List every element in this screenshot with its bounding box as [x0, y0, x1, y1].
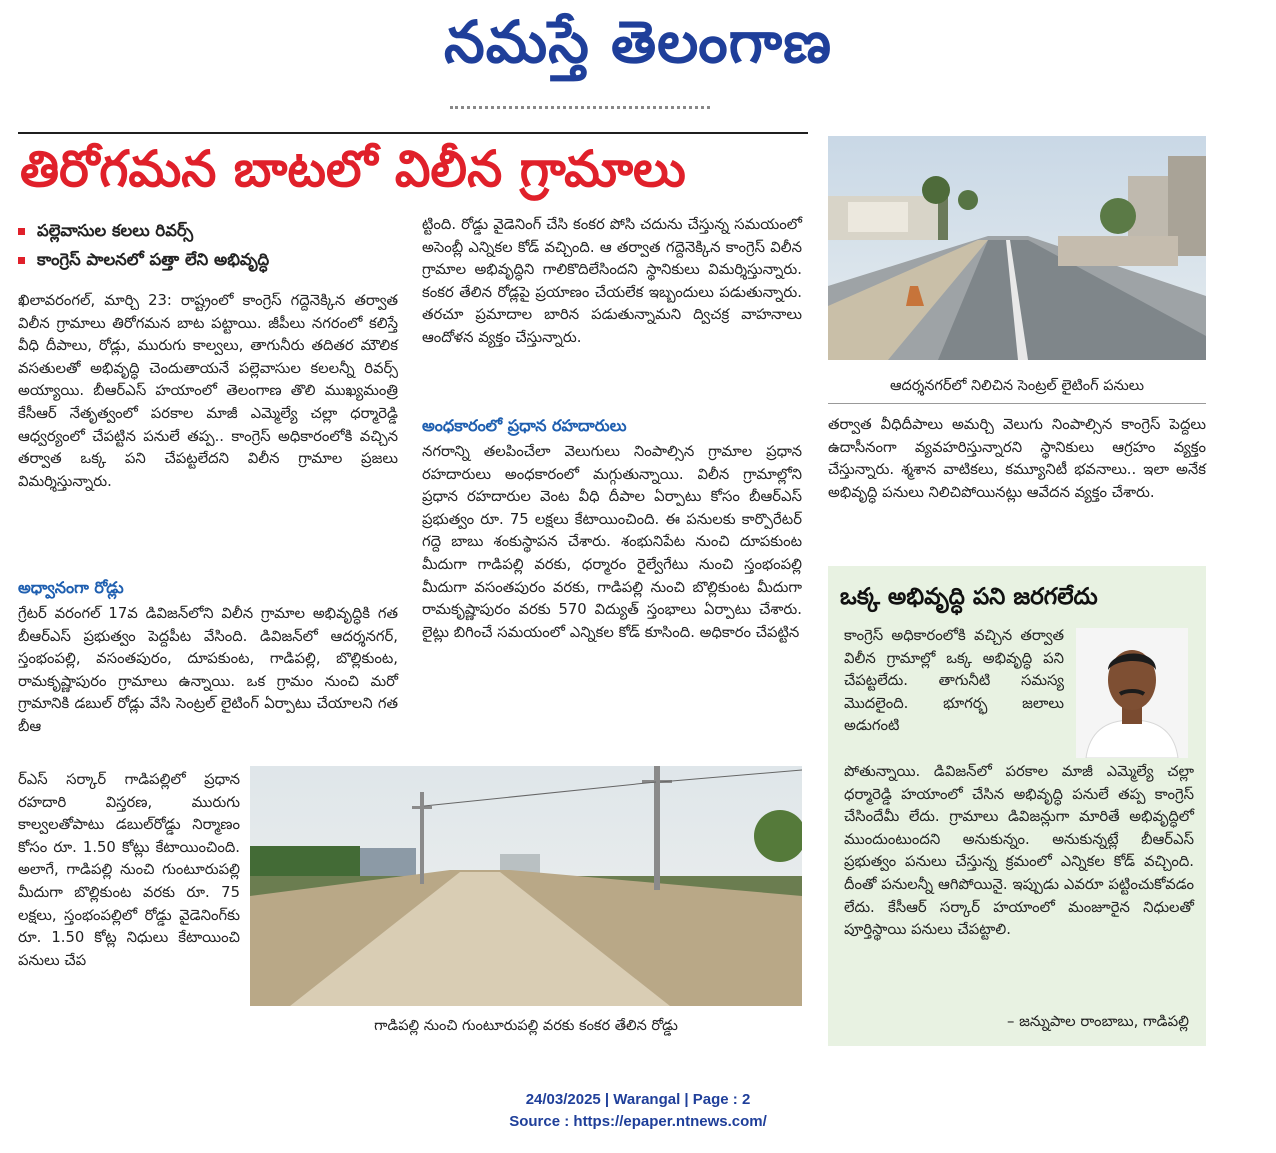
subheading-roads: అధ్వానంగా రోడ్లు: [18, 578, 124, 597]
headline: తిరోగమన బాటలో విలీన గ్రామాలు: [20, 140, 686, 198]
caption-top-photo: ఆదర్శనగర్‌లో నిలిచిన సెంట్రల్ లైటింగ్ పనులు: [889, 378, 1145, 394]
column-1-body: [18, 603, 398, 739]
subheading-darkness: అంధకారంలో ప్రధాన రహదారులు: [422, 416, 627, 435]
column-1-body-narrow: [18, 769, 240, 972]
masthead-logo: నమస్తే తెలంగాణ: [444, 8, 832, 76]
footer-date-edition: 24/03/2025 | Warangal | Page : 2: [525, 1091, 751, 1108]
column-1-intro: [18, 290, 398, 493]
road-photo-bottom: [250, 766, 802, 1006]
footer-source-link[interactable]: Source : https://epaper.ntnews.com/: [509, 1113, 767, 1130]
caption-divider: [828, 403, 1206, 404]
headline-top-rule: [18, 132, 808, 134]
article-paragraph: ట్టింది. రోడ్డు వైడెనింగ్ చేసి కంకర పోసి చదును చేస్తున్న సమయంలో అసెంబ్లీ ఎన్నికల కోడ్ వచ్చింది. ఆ తర్వాత గద్దెనెక్కిన కాంగ్రెస్ విలీన గ్రామాల అభివృద్ధిని గాలికొదిలేసిందని స్థానికులు విమర్శిస్తున్నారు. కంకర తేలిన రోడ్లపై ప్రయాణం చేయలేక ఇబ్బందులు పడుతున్నారు. తరచూ ప్రమాదాల బారిన పడుతున్నామని ద్విచక్ర వాహనాలు ఆందోళన వ్యక్తం చేస్తున్నారు.: [422, 216, 802, 346]
bullet-list: [18, 216, 410, 274]
road-photo-top: [828, 136, 1206, 360]
portrait-photo: [1076, 628, 1188, 758]
quote-paragraph: పోతున్నాయి. డివిజన్‌లో పరకాల మాజీ ఎమ్మెల్యే చల్లా ధర్మారెడ్డి హయాంలో చేసిన అభివృద్ధి పనులే తప్ప కాంగ్రెస్ చేసిందేమీ లేదు. గ్రామాలు డివిజన్లుగా మారితే అభివృద్ధిలో ముందుంటుందని అనుకున్నం. అనుకున్నట్లే బీఆర్ఎస్ ప్రభుత్వం పనులు చేస్తున్న క్రమంలో ఎన్నికల కోడ్ వచ్చింది. దీంతో పనులన్నీ ఆగిపోయినై. ఇప్పుడు ఎవరూ పట్టించుకోవడం లేదు. కేసీఆర్ సర్కార్ హయాంలో మంజూరైన నిధులతో పూర్తిస్థాయి పనులు చేపట్టాలి.: [844, 763, 1194, 939]
article-paragraph: నగరాన్ని తలపించేలా వెలుగులు నింపాల్సిన గ్రామాల ప్రధాన రహదారులు అంధకారంలో మగ్గుతున్నాయి. విలీన గ్రామాల్లోని ప్రధాన రహదారుల వెంట వీధి దీపాల ఏర్పాటు కోసం బీఆర్ఎస్ ప్రభుత్వం రూ. 75 లక్షలు కేటాయించింది. ఈ పనులకు కార్పొరేటర్ గద్దె బాబు శంకుస్థాపన చేశారు. శంభునిపేట నుంచి దూపకుంట మీదుగా గాడిపల్లి వరకు, ధర్మారం రైల్వేగేటు నుంచి స్తంభంపల్లి మీదుగా వసంతపురం వరకు, గాడిపల్లి నుంచి బొల్లికుంట మీదుగా రామకృష్ణాపురం వరకు 570 విద్యుత్ స్తంభాలు ఏర్పాటు చేశారు. లైట్లు బిగించే సమయంలో ఎన్నికల కోడ్ కూసింది. అధికారం చేపట్టిన: [422, 443, 802, 641]
quote-box-title: ఒక్క అభివృద్ధి పని జరగలేదు: [840, 584, 1098, 610]
quote-paragraph: కాంగ్రెస్ అధికారంలోకి వచ్చిన తర్వాత విలీన గ్రామాల్లో ఒక్క అభివృద్ధి పని చేపట్టలేదు. తాగునీటి సమస్య మొదలైంది. భూగర్భ జలాలు అడుగంటి: [844, 627, 1064, 735]
road-photo-bottom-image: [250, 766, 802, 1006]
article-paragraph: తర్వాత వీధిదీపాలు అమర్చి వెలుగు నింపాల్సిన కాంగ్రెస్ పెద్దలు ఉదాసీనంగా వ్యవహరిస్తున్నారని స్థానికులు ఆగ్రహం వ్యక్తం చేస్తున్నారు. శ్మశాన వాటికలు, కమ్యూనిటీ భవనాలు.. ఇలా అనేక అభివృద్ధి పనులు నిలిచిపోయినట్లు ఆవేదన వ్యక్తం చేశారు.: [828, 416, 1206, 501]
quote-box-body: [844, 761, 1194, 942]
masthead-divider: [450, 92, 710, 109]
article-paragraph: ఖిలావరంగల్, మార్చి 23: రాష్ట్రంలో కాంగ్రెస్ గద్దెనెక్కిన తర్వాత విలీన గ్రామాలు తిరోగమన బాట పట్టాయి. జీపీలు నగరంలో కలిస్తే వీధి దీపాలు, రోడ్లు, మురుగు కాల్వలు, తాగునీరు తదితర మౌలిక వసతులతో అభివృద్ధి చెందుతాయనే పల్లెవాసుల కలలన్నీ రివర్స్ అయ్యాయి. బీఆర్ఎస్ హయాంలో తెలంగాణ తొలి ముఖ్యమంత్రి కేసీఆర్ నేతృత్వంలో పరకాల మాజీ ఎమ్మెల్యే చల్లా ధర్మారెడ్డి ఆధ్వర్యంలో చేపట్టిన పనులే తప్ప.. కాంగ్రెస్ అధికారంలోకి వచ్చిన తర్వాత ఒక్క పని చేపట్టలేదని విలీన గ్రామాల ప్రజలు విమర్శిస్తున్నారు.: [18, 292, 398, 490]
article-paragraph: గ్రేటర్ వరంగల్ 17వ డివిజన్‌లోని విలీన గ్రామాల అభివృద్ధికి గత బీఆర్ఎస్ ప్రభుత్వం పెద్దపీట వేసింది. డివిజన్‌లో ఆదర్శనగర్, స్తంభంపల్లి, వసంతపురం, దూపకుంట, గాడిపల్లి, బొల్లికుంట, రామకృష్ణాపురం గ్రామాలు ఉన్నాయి. ఒక గ్రామం నుంచి మరో గ్రామానికి డబుల్ రోడ్లు వేసి సెంట్రల్ లైటింగ్ ఏర్పాటు చేయాలని గత బీఆ: [18, 605, 398, 735]
bullet-item: కాంగ్రెస్ పాలనలో పత్తా లేని అభివృద్ధి: [18, 245, 410, 274]
caption-bottom-photo: గాడిపల్లి నుంచి గుంటూరుపల్లి వరకు కంకర తేలిన రోడ్డు: [374, 1018, 678, 1034]
bullet-item: పల్లెవాసుల కలలు రివర్స్: [18, 216, 410, 245]
quote-box-lead: [844, 625, 1064, 738]
column-2-body-2: [422, 441, 802, 644]
road-photo-top-image: [828, 136, 1206, 360]
portrait-image: [1076, 628, 1188, 758]
quote-signature: – జన్నుపాల రాంబాబు, గాడిపల్లి: [1007, 1013, 1189, 1030]
article-paragraph: ర్ఎస్ సర్కార్ గాడిపల్లిలో ప్రధాన రహదారి విస్తరణ, మురుగు కాల్వలతోపాటు డబుల్‌రోడ్డు నిర్మాణం కోసం రూ. 1.50 కోట్లు కేటాయించింది. అలాగే, గాడిపల్లి నుంచి గుంటూరుపల్లి మీదుగా బొల్లికుంట వరకు రూ. 75 లక్షలు, స్తంభంపల్లిలో రోడ్డు వైడెనింగ్‌కు రూ. 1.50 కోట్ల నిధులు కేటాయించి పనులు చేప: [18, 771, 240, 969]
column-2-body: [422, 214, 802, 350]
column-3-body: [828, 414, 1206, 504]
